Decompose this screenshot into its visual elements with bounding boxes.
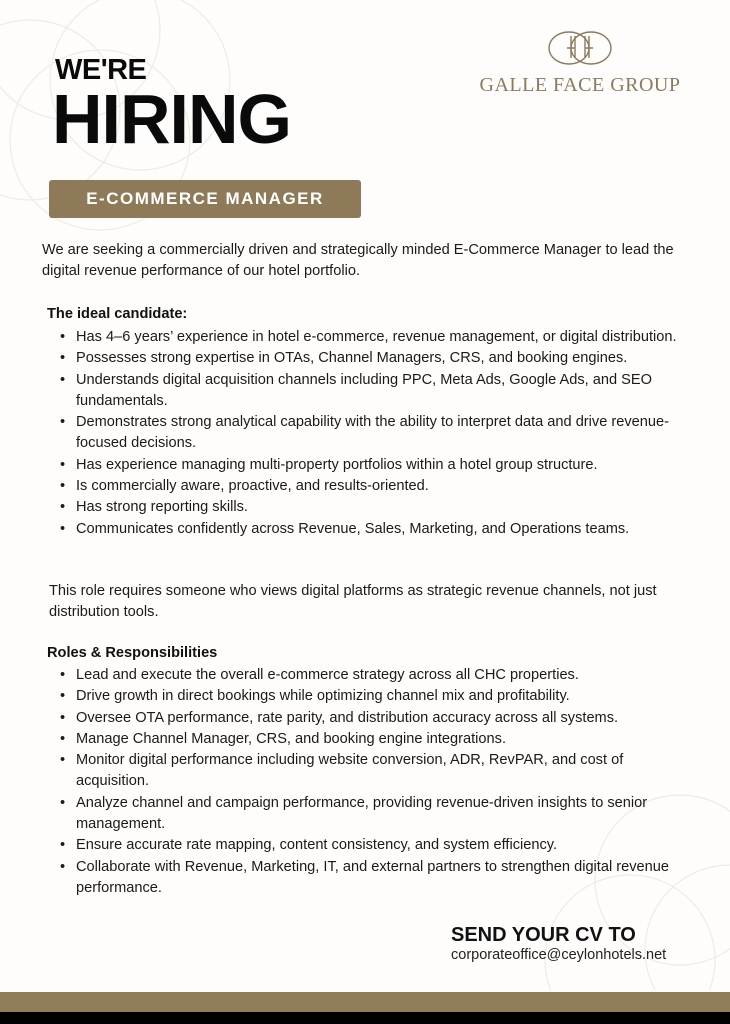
closing-paragraph: This role requires someone who views digital platforms as strategic revenue channels, not just distribution tools. [49, 583, 657, 620]
list-item: • Possesses strong expertise in OTAs, Channel Managers, CRS, and booking engines. [58, 348, 688, 369]
footer-black-bar [0, 1012, 730, 1024]
ideal-candidate-list [58, 327, 688, 540]
list-item: • Has 4–6 years’ experience in hotel e-commerce, revenue management, or digital distribution. [58, 327, 688, 348]
list-item: • Demonstrates strong analytical capability with the ability to interpret data and drive revenue-focused decisions. [58, 412, 688, 455]
roles-heading: Roles & Responsibilities [47, 645, 218, 661]
list-item: • Oversee OTA performance, rate parity, and distribution accuracy across all systems. [58, 708, 688, 729]
roles-list [58, 665, 688, 899]
headline-were: WE'RE [55, 54, 147, 86]
ideal-candidate-heading: The ideal candidate: [47, 306, 188, 322]
list-item: • Has experience managing multi-property portfolios within a hotel group structure. [58, 455, 688, 476]
list-item: • Lead and execute the overall e-commerce strategy across all CHC properties. [58, 665, 688, 686]
company-logo [470, 30, 690, 97]
footer-gold-bar [0, 992, 730, 1012]
company-name: GALLE FACE GROUP [479, 74, 681, 96]
list-item: • Communicates confidently across Revenue, Sales, Marketing, and Operations teams. [58, 519, 688, 540]
send-cv-heading: SEND YOUR CV TO [451, 924, 636, 946]
position-badge [49, 180, 361, 218]
list-item: • Monitor digital performance including website conversion, ADR, RevPAR, and cost of acquisition. [58, 750, 688, 793]
intro-paragraph: We are seeking a commercially driven and strategically minded E-Commerce Manager to lead the digital revenue performance of our hotel portfolio. [42, 242, 674, 279]
list-item: • Collaborate with Revenue, Marketing, IT, and external partners to strengthen digital revenue performance. [58, 857, 688, 900]
position-title: E-COMMERCE MANAGER [86, 189, 324, 208]
list-item: • Understands digital acquisition channels including PPC, Meta Ads, Google Ads, and SEO fundamentals. [58, 370, 688, 413]
list-item: • Drive growth in direct bookings while optimizing channel mix and profitability. [58, 686, 688, 707]
list-item: • Has strong reporting skills. [58, 497, 688, 518]
gfg-monogram-icon [545, 30, 615, 66]
list-item: • Manage Channel Manager, CRS, and booking engine integrations. [58, 729, 688, 750]
list-item: • Ensure accurate rate mapping, content consistency, and system efficiency. [58, 835, 688, 856]
list-item: • Analyze channel and campaign performance, providing revenue-driven insights to senior management. [58, 793, 688, 836]
contact-email-link[interactable]: corporateoffice@ceylonhotels.net [451, 947, 667, 963]
list-item: • Is commercially aware, proactive, and results-oriented. [58, 476, 688, 497]
headline-hiring: HIRING [52, 80, 291, 158]
